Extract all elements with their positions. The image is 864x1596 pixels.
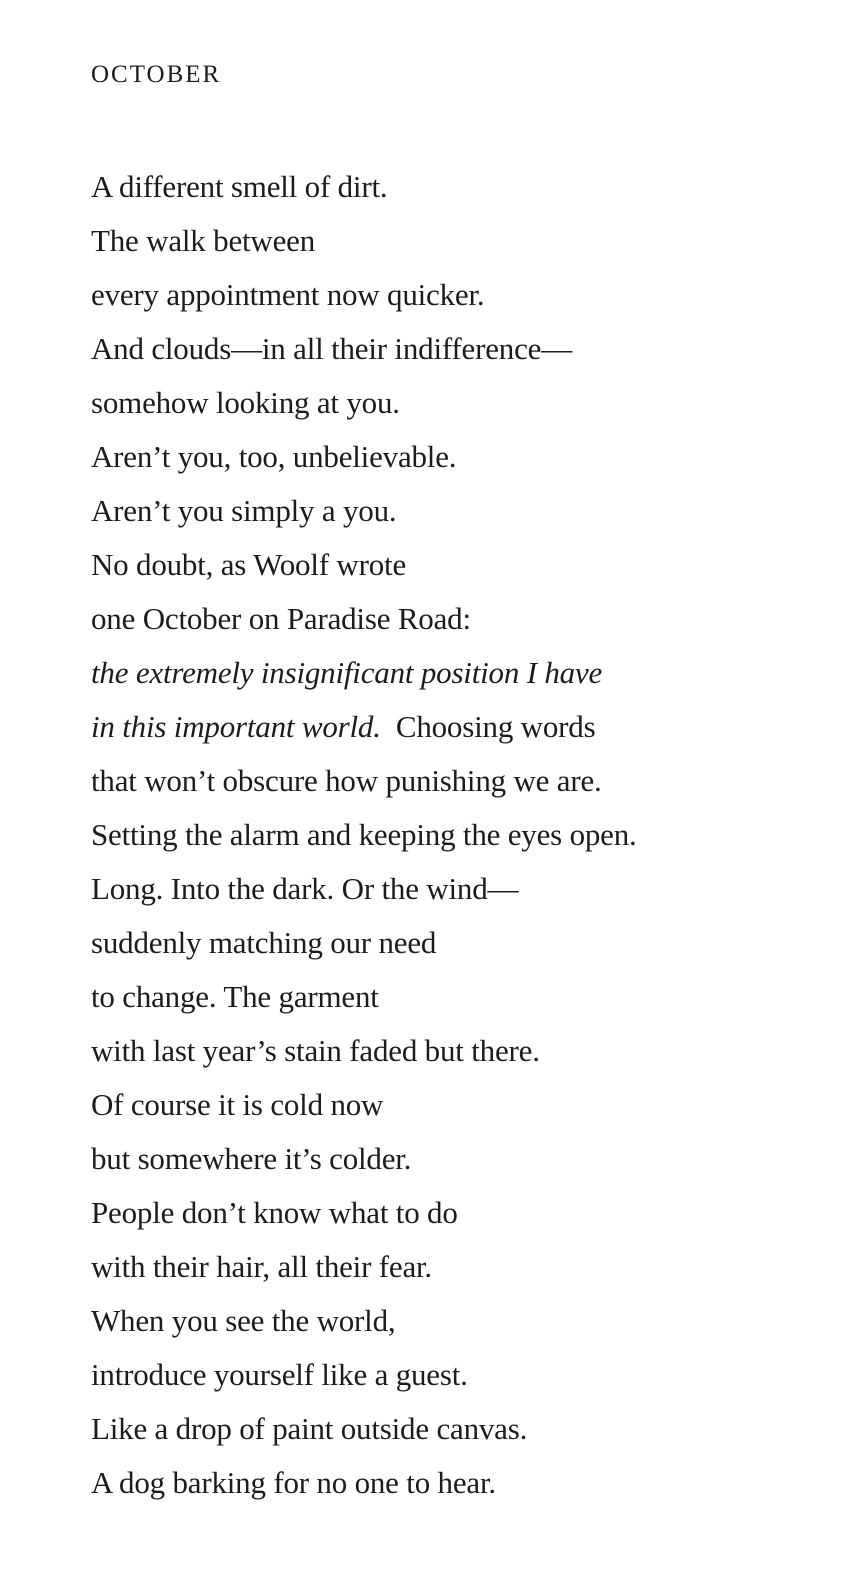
poem-line: The walk between: [91, 223, 316, 258]
poem-line: with their hair, all their fear.: [91, 1249, 432, 1284]
poem-line: People don’t know what to do: [91, 1195, 458, 1230]
poem-line: And clouds—in all their indifference—: [91, 331, 573, 366]
poem-line: Aren’t you, too, unbelievable.: [91, 439, 457, 474]
poem-line: to change. The garment: [91, 979, 379, 1014]
poem-line: one October on Paradise Road:: [91, 601, 471, 636]
poem-line: Of course it is cold now: [91, 1087, 384, 1122]
poem-line: When you see the world,: [91, 1303, 396, 1338]
poem-line: A dog barking for no one to hear.: [91, 1465, 496, 1500]
poem-line-italic-quote: the extremely insignificant position I have: [91, 655, 603, 690]
poem-line: Setting the alarm and keeping the eyes open.: [91, 817, 637, 852]
poem-line: A different smell of dirt.: [91, 169, 388, 204]
poem-line: suddenly matching our need: [91, 925, 437, 960]
poem-line: Like a drop of paint outside canvas.: [91, 1411, 528, 1446]
poem-line: every appointment now quicker.: [91, 277, 485, 312]
poem-line-italic-quote: in this important world.: [91, 709, 381, 744]
poem-line: introduce yourself like a guest.: [91, 1357, 468, 1392]
poem-line-continuation: Choosing words: [395, 709, 596, 744]
poem-body: [91, 160, 637, 1510]
poem-line: Long. Into the dark. Or the wind—: [91, 871, 519, 906]
poem-line: but somewhere it’s colder.: [91, 1141, 412, 1176]
poem-line: with last year’s stain faded but there.: [91, 1033, 540, 1068]
poem-line-mixed: [91, 700, 637, 754]
poem-title: OCTOBER: [91, 61, 222, 88]
poem-line: Aren’t you simply a you.: [91, 493, 397, 528]
poem-line: that won’t obscure how punishing we are.: [91, 763, 602, 798]
poem-line: No doubt, as Woolf wrote: [91, 547, 407, 582]
poem-line: somehow looking at you.: [91, 385, 400, 420]
poem-page: [91, 0, 844, 1596]
